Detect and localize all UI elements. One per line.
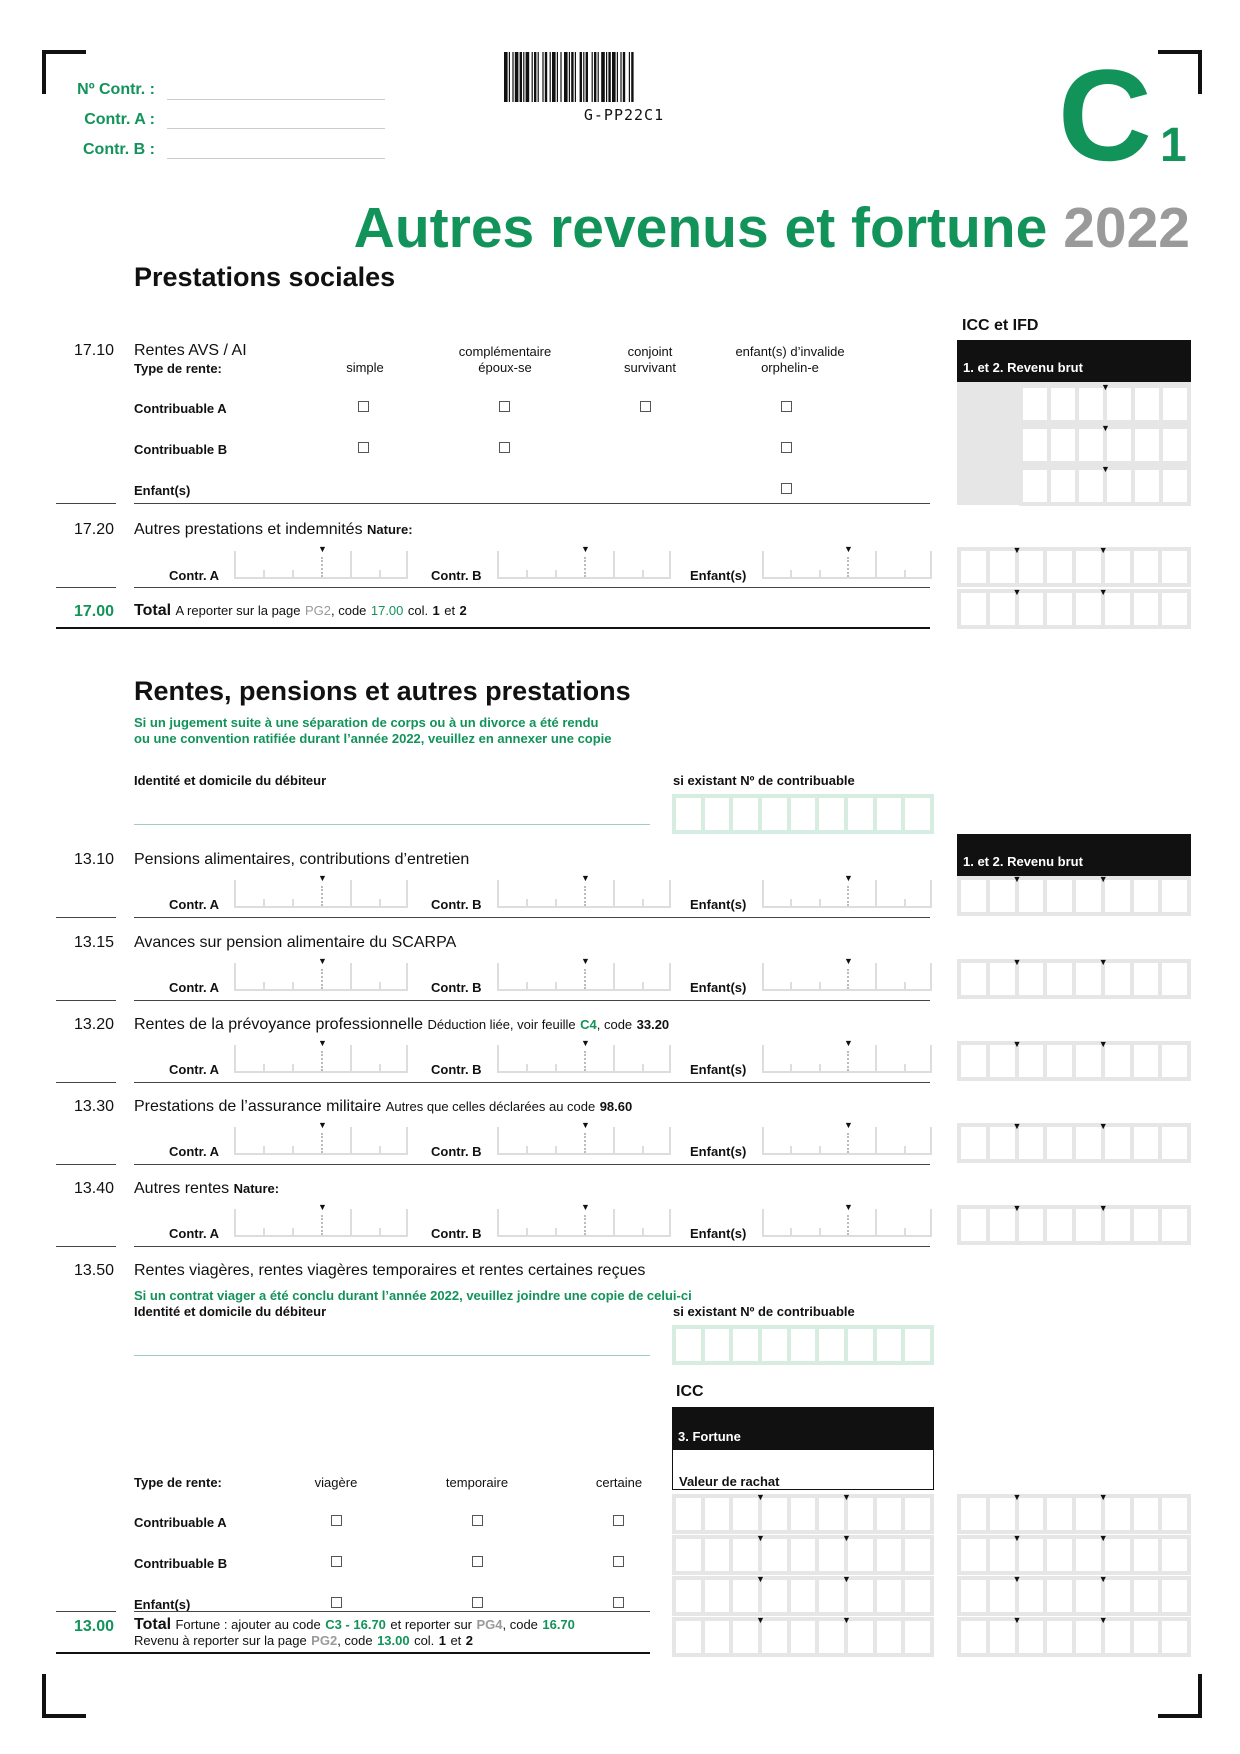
- revenu-brut-1700[interactable]: ▼ ▼: [957, 589, 1191, 629]
- contr-b-field[interactable]: [167, 158, 385, 159]
- row-contribuable-a-1350: Contribuable A: [134, 1515, 227, 1530]
- r1340-contr-b-label: Contr. B: [431, 1226, 482, 1241]
- revenu-brut-bar-2: 1. et 2. Revenu brut: [957, 834, 1191, 876]
- page-title-year: 2022: [1063, 196, 1190, 260]
- code-1710: 17.10: [74, 342, 115, 359]
- contr-a-field[interactable]: [167, 128, 385, 129]
- title-1330-n1: Autres que celles déclarées au code: [385, 1099, 596, 1114]
- title-1320-n2: C4: [580, 1017, 597, 1032]
- col-conjoint-l1: conjoint: [627, 344, 673, 359]
- total-1700: [134, 602, 467, 620]
- title-1310: Pensions alimentaires, contributions d’entretien: [134, 851, 470, 868]
- r1340-enfants-label: Enfant(s): [690, 1226, 747, 1241]
- r1310-contr-b-field[interactable]: ▼: [497, 878, 671, 908]
- barcode-bar: [520, 52, 522, 102]
- barcode-bar: [586, 52, 588, 102]
- rule-r1310-left: [56, 917, 116, 918]
- total-1300-l2d: 13.00: [377, 1633, 410, 1648]
- r1320-contr-a-field[interactable]: ▼: [234, 1043, 408, 1073]
- total-1700-t3: , code: [330, 603, 367, 618]
- corner-mark-bottom-left: [42, 1674, 86, 1718]
- total-1300-l2e: col.: [414, 1633, 435, 1648]
- code-1310: 13.10: [74, 851, 115, 868]
- total-1700-t4: 17.00: [370, 603, 404, 618]
- total-1700-t6: 1: [432, 603, 440, 618]
- checkbox-b-complementaire[interactable]: [499, 442, 510, 453]
- rachat-label: Valeur de rachat: [679, 1474, 780, 1489]
- title-1720-text: Autres prestations et indemnités: [134, 521, 363, 538]
- row-enfants: Enfant(s): [134, 483, 191, 498]
- barcode-bar: [534, 52, 536, 102]
- title-1350: Rentes viagères, rentes viagères temporaires et rentes certaines reçues: [134, 1262, 646, 1279]
- r1340-contr-a-label: Contr. A: [169, 1226, 220, 1241]
- total-1300-label: Total: [134, 1616, 172, 1633]
- rentes-note: [134, 715, 612, 747]
- code-1340: 13.40: [74, 1180, 115, 1197]
- r1310-enfants-field[interactable]: ▼: [762, 878, 932, 908]
- revenu-brut-1710-row-3[interactable]: ▼: [1019, 466, 1191, 506]
- barcode-bar: [620, 52, 621, 102]
- section-heading-rentes: Rentes, pensions et autres prestations: [134, 676, 631, 706]
- revenu-brut-r1330[interactable]: ▼ ▼: [957, 1123, 1191, 1163]
- contr-b-label: Contr. B :: [83, 141, 155, 158]
- row-enfants-1350: Enfant(s): [134, 1597, 191, 1612]
- total-1300-l2a: Revenu à reporter sur la page: [134, 1633, 307, 1648]
- total-1700-label: Total: [134, 602, 172, 619]
- r1720-contr-b-field[interactable]: ▼: [497, 549, 671, 579]
- barcode-bar: [557, 52, 558, 102]
- total-1300-l2b: PG2: [311, 1633, 338, 1648]
- rule-1710-left: [56, 503, 116, 504]
- barcode: [504, 52, 744, 102]
- r1320-enfants-field[interactable]: ▼: [762, 1043, 932, 1073]
- row-contribuable-b: Contribuable B: [134, 442, 228, 457]
- rule-r1340-left: [56, 1246, 116, 1247]
- revenu-brut-1350-row-2[interactable]: ▼ ▼: [957, 1535, 1191, 1575]
- barcode-bar: [594, 52, 596, 102]
- rule-r1315: [134, 1000, 930, 1001]
- checkbox-a-temporaire[interactable]: [472, 1515, 483, 1526]
- rule-r1340: [134, 1246, 930, 1247]
- fortune-1350-row-3[interactable]: ▼ ▼: [672, 1576, 934, 1616]
- barcode-bar: [592, 52, 593, 102]
- checkbox-a-invalide[interactable]: [781, 401, 792, 412]
- barcode-bar: [542, 52, 543, 102]
- rule-r1320-left: [56, 1082, 116, 1083]
- contribuable-no-label: si existant Nº de contribuable: [673, 773, 855, 788]
- r1310-contr-a-field[interactable]: ▼: [234, 878, 408, 908]
- barcode-bar: [504, 52, 508, 102]
- col-invalide-l2: orphelin-e: [761, 360, 819, 375]
- barcode-bar: [569, 52, 570, 102]
- checkbox-b-temporaire[interactable]: [472, 1556, 483, 1567]
- barcode-bar: [598, 52, 599, 102]
- r1315-contr-a-label: Contr. A: [169, 980, 220, 995]
- fortune-1350-row-2[interactable]: ▼ ▼: [672, 1535, 934, 1575]
- checkbox-enfants-temporaire[interactable]: [472, 1597, 483, 1608]
- r1330-enfants-label: Enfant(s): [690, 1144, 747, 1159]
- total-1700-t2: PG2: [304, 603, 331, 618]
- barcode-bar: [564, 52, 568, 102]
- contribuable-no-grid[interactable]: [672, 794, 934, 834]
- barcode-bar: [571, 52, 573, 102]
- checkbox-a-conjoint[interactable]: [640, 401, 651, 412]
- checkbox-b-invalide[interactable]: [781, 442, 792, 453]
- barcode-bar: [617, 52, 618, 102]
- barcode-bar: [623, 52, 625, 102]
- r1330-contr-b-label: Contr. B: [431, 1144, 482, 1159]
- revenu-brut-1350-row-1[interactable]: ▼ ▼: [957, 1494, 1191, 1534]
- barcode-bar: [629, 52, 630, 102]
- total-1300-l2h: 2: [465, 1633, 473, 1648]
- total-1300: [134, 1617, 575, 1649]
- title-1320-text: Rentes de la prévoyance professionnelle: [134, 1016, 424, 1033]
- revenu-brut-1710-row-1[interactable]: ▼: [1019, 384, 1191, 424]
- page-title-text: Autres revenus et fortune: [353, 196, 1048, 260]
- rentes-note-l1: Si un jugement suite à une séparation de corps ou à un divorce a été rendu: [134, 715, 599, 730]
- total-1300-l1c: et reporter sur: [390, 1617, 473, 1632]
- checkbox-enfants-viagere[interactable]: [331, 1597, 342, 1608]
- checkbox-b-viagere[interactable]: [331, 1556, 342, 1567]
- barcode-bar: [580, 52, 582, 102]
- revenu-brut-r1315[interactable]: ▼ ▼: [957, 959, 1191, 999]
- revenu-brut-r1310[interactable]: ▼ ▼: [957, 876, 1191, 916]
- r1310-enfants-label: Enfant(s): [690, 897, 747, 912]
- r1720-contr-b-label: Contr. B: [431, 568, 482, 583]
- title-1320-n1: Déduction liée, voir feuille: [427, 1017, 576, 1032]
- title-1720: [134, 521, 413, 539]
- section-heading-social: Prestations sociales: [134, 262, 396, 292]
- col-invalide: [715, 344, 865, 376]
- total-1300-l1e: , code: [502, 1617, 538, 1632]
- revenu-brut-r1320[interactable]: ▼ ▼: [957, 1041, 1191, 1081]
- title-1330-text: Prestations de l’assurance militaire: [134, 1098, 382, 1115]
- code-1350: 13.50: [74, 1262, 115, 1279]
- total-1300-l2g: et: [450, 1633, 462, 1648]
- title-1330: [134, 1098, 632, 1116]
- col-conjoint: [600, 344, 700, 376]
- r1340-contr-b-field[interactable]: ▼: [497, 1207, 671, 1237]
- barcode-bar: [545, 52, 547, 102]
- type-rente-label-1350: Type de rente:: [134, 1475, 222, 1490]
- contr-a-label: Contr. A :: [84, 111, 155, 128]
- r1320-contr-b-label: Contr. B: [431, 1062, 482, 1077]
- contribuable-no-grid-1350[interactable]: [672, 1325, 934, 1365]
- barcode-bar: [606, 52, 607, 102]
- col-certaine: certaine: [595, 1475, 643, 1490]
- r1340-enfants-field[interactable]: ▼: [762, 1207, 932, 1237]
- rentes-note-l2: ou une convention ratifiée durant l’année 2022, veuillez en annexer une copie: [134, 731, 612, 746]
- r1720-contr-a-field[interactable]: ▼: [234, 549, 408, 579]
- barcode-bar: [515, 52, 519, 102]
- title-1330-n2: 98.60: [599, 1099, 633, 1114]
- row-contribuable-b-1350: Contribuable B: [134, 1556, 228, 1571]
- barcode-bar: [550, 52, 551, 102]
- barcode-bar: [538, 52, 539, 102]
- rule-r1330: [134, 1164, 930, 1165]
- revenu-brut-r1340[interactable]: ▼ ▼: [957, 1205, 1191, 1245]
- total-1700-t1: A reporter sur la page: [175, 603, 301, 618]
- debiteur-field[interactable]: [134, 824, 650, 825]
- type-rente-label: Type de rente:: [134, 361, 222, 376]
- rule-r1315-left: [56, 1000, 116, 1001]
- r1320-enfants-label: Enfant(s): [690, 1062, 747, 1077]
- rule-1710: [134, 503, 930, 504]
- total-1700-t8: 2: [459, 603, 467, 618]
- code-1300: 13.00: [74, 1618, 115, 1635]
- col-viagere: viagère: [314, 1475, 358, 1490]
- total-1300-l2f: 1: [438, 1633, 446, 1648]
- rule-1350-left: [56, 1611, 116, 1612]
- revenu-brut-1720[interactable]: ▼ ▼: [957, 547, 1191, 587]
- title-1340-nature: Nature:: [233, 1181, 280, 1196]
- total-1300-l1a: Fortune : ajouter au code: [175, 1617, 321, 1632]
- form-number: 1: [1160, 119, 1187, 172]
- page-title: [354, 195, 1190, 261]
- r1330-contr-a-field[interactable]: ▼: [234, 1125, 408, 1155]
- total-1300-l1b: C3 - 16.70: [325, 1617, 386, 1632]
- r1330-contr-a-label: Contr. A: [169, 1144, 220, 1159]
- barcode-bar: [608, 52, 610, 102]
- code-1330: 13.30: [74, 1098, 115, 1115]
- icc-ifd-header: ICC et IFD: [962, 317, 1039, 334]
- r1330-enfants-field[interactable]: ▼: [762, 1125, 932, 1155]
- total-1300-l2c: , code: [337, 1633, 373, 1648]
- contr-no-label: Nº Contr. :: [77, 81, 155, 98]
- contribuable-no-label-1350: si existant Nº de contribuable: [673, 1304, 855, 1319]
- title-1320-n4: 33.20: [636, 1017, 670, 1032]
- checkbox-a-simple[interactable]: [358, 401, 369, 412]
- title-1315: Avances sur pension alimentaire du SCARPA: [134, 934, 457, 951]
- col-simple-text: simple: [346, 360, 384, 375]
- checkbox-a-viagere[interactable]: [331, 1515, 342, 1526]
- checkbox-b-simple[interactable]: [358, 442, 369, 453]
- debiteur-label-1350: Identité et domicile du débiteur: [134, 1304, 327, 1319]
- code-1315: 13.15: [74, 934, 115, 951]
- barcode-bar: [532, 52, 533, 102]
- r1315-contr-b-field[interactable]: ▼: [497, 961, 671, 991]
- barcode-bar: [526, 52, 530, 102]
- checkbox-b-certaine[interactable]: [613, 1556, 624, 1567]
- rule-r1310: [134, 917, 930, 918]
- barcode-bar: [552, 52, 556, 102]
- r1310-contr-a-label: Contr. A: [169, 897, 220, 912]
- barcode-text: G-PP22C1: [583, 106, 665, 124]
- r1720-contr-a-label: Contr. A: [169, 568, 220, 583]
- total-1300-l1f: 16.70: [542, 1617, 575, 1632]
- barcode-bar: [601, 52, 605, 102]
- checkbox-a-complementaire[interactable]: [499, 401, 510, 412]
- r1315-contr-b-label: Contr. B: [431, 980, 482, 995]
- revenu-brut-1300[interactable]: ▼ ▼: [957, 1617, 1191, 1657]
- r1320-contr-a-label: Contr. A: [169, 1062, 220, 1077]
- r1315-contr-a-field[interactable]: ▼: [234, 961, 408, 991]
- col-invalide-l1: enfant(s) d’invalide: [735, 344, 845, 359]
- barcode-bar: [509, 52, 510, 102]
- r1310-contr-b-label: Contr. B: [431, 897, 482, 912]
- col-simple: [315, 360, 415, 376]
- r1720-enfants-label: Enfant(s): [690, 568, 747, 583]
- code-1320: 13.20: [74, 1016, 115, 1033]
- col-temporaire: temporaire: [445, 1475, 509, 1490]
- rule-1350: [134, 1611, 650, 1612]
- contr-no-field[interactable]: [167, 99, 385, 100]
- debiteur-field-1350[interactable]: [134, 1355, 650, 1356]
- checkbox-enfants-invalide[interactable]: [781, 483, 792, 494]
- title-1720-nature: Nature:: [367, 522, 413, 537]
- revenu-brut-1710-row-2[interactable]: ▼: [1019, 425, 1191, 465]
- barcode-bar: [575, 52, 576, 102]
- col-complementaire: [440, 344, 570, 376]
- title-1320-n3: , code: [596, 1017, 633, 1032]
- col-complementaire-l1: complémentaire: [458, 344, 552, 359]
- title-1340-text: Autres rentes: [134, 1180, 230, 1197]
- barcode-bar: [583, 52, 584, 102]
- total-1300-l1d: PG4: [476, 1617, 503, 1632]
- revenu-brut-bar: 1. et 2. Revenu brut: [957, 340, 1191, 382]
- r1330-contr-b-field[interactable]: ▼: [497, 1125, 671, 1155]
- barcode-bar: [631, 52, 633, 102]
- title-1340: [134, 1180, 279, 1198]
- title-1320: [134, 1016, 669, 1034]
- icc-header: ICC: [676, 1383, 704, 1400]
- note-1350: Si un contrat viager a été conclu durant l’année 2022, veuillez joindre une copie de celui-ci: [134, 1288, 692, 1303]
- total-1700-t7: et: [444, 603, 456, 618]
- rule-1700: [56, 627, 930, 629]
- rule-r1330-left: [56, 1164, 116, 1165]
- checkbox-a-certaine[interactable]: [613, 1515, 624, 1526]
- code-1720: 17.20: [74, 521, 115, 538]
- barcode-bar: [523, 52, 524, 102]
- code-1700: 17.00: [74, 603, 115, 620]
- corner-mark-bottom-right: [1158, 1674, 1202, 1718]
- r1340-contr-a-field[interactable]: ▼: [234, 1207, 408, 1237]
- col-complementaire-l2: époux-se: [478, 360, 532, 375]
- corner-mark-top-right: [1158, 50, 1202, 94]
- rule-1720: [134, 587, 930, 588]
- title-1710: Rentes AVS / AI: [134, 342, 247, 359]
- fortune-bar: 3. Fortune: [672, 1407, 934, 1449]
- rule-1300: [56, 1652, 650, 1654]
- barcode-bar: [560, 52, 561, 102]
- revenu-brut-1350-row-3[interactable]: ▼ ▼: [957, 1576, 1191, 1616]
- debiteur-label: Identité et domicile du débiteur: [134, 773, 327, 788]
- fortune-1350-row-1[interactable]: ▼ ▼: [672, 1494, 934, 1534]
- r1320-contr-b-field[interactable]: ▼: [497, 1043, 671, 1073]
- r1315-enfants-field[interactable]: ▼: [762, 961, 932, 991]
- form-letter: C: [1058, 42, 1152, 188]
- barcode-bar: [512, 52, 513, 102]
- col-conjoint-l2: survivant: [623, 360, 677, 375]
- total-1700-t5: col.: [407, 603, 429, 618]
- fortune-1300[interactable]: ▼ ▼: [672, 1617, 934, 1657]
- rule-r1320: [134, 1082, 930, 1083]
- row-contribuable-a: Contribuable A: [134, 401, 227, 416]
- r1315-enfants-label: Enfant(s): [690, 980, 747, 995]
- barcode-bar: [612, 52, 616, 102]
- rule-1720-left: [56, 587, 116, 588]
- checkbox-enfants-certaine[interactable]: [613, 1597, 624, 1608]
- r1720-enfants-field[interactable]: ▼: [762, 549, 932, 579]
